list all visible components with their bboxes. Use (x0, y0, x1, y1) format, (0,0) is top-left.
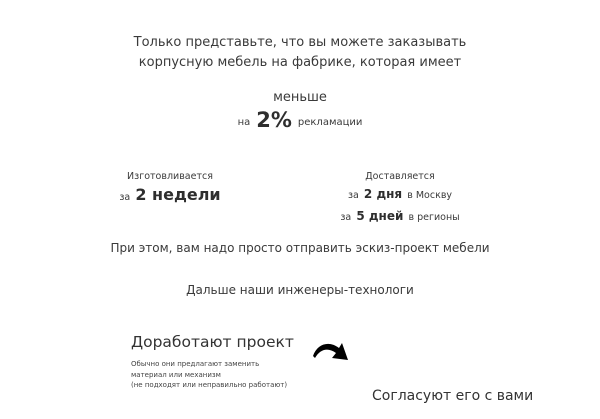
engineers-text: Дальше наши инженеры-технологи (186, 283, 414, 297)
refine-note (131, 359, 287, 391)
delivery-moscow (330, 183, 470, 205)
defect-suffix: рекламации (297, 117, 363, 128)
agree-text: Согласуют его с вами (372, 388, 534, 404)
delivery-moscow-suffix: в Москву (407, 190, 453, 201)
manufacturing-block (110, 170, 230, 204)
defect-prefix: на (237, 117, 251, 128)
less-label: меньше (273, 90, 327, 105)
defect-rate (0, 108, 600, 132)
send-sketch-text: При этом, вам надо просто отправить эскиз-проект мебели (110, 241, 490, 255)
refine-note-line-3: (не подходят или неправильно работают) (131, 381, 288, 389)
delivery-regions-prefix: за (340, 212, 352, 223)
delivery-regions-suffix: в регионы (408, 212, 460, 223)
delivery-moscow-value: 2 дня (363, 187, 403, 201)
delivery-label: Доставляется (365, 171, 435, 182)
manufacturing-label: Изготовливается (127, 171, 213, 182)
intro-text (0, 33, 600, 73)
defect-value: 2% (256, 108, 292, 132)
manufacturing-prefix: за (119, 192, 131, 203)
curved-arrow-right-icon (311, 338, 351, 362)
delivery-moscow-prefix: за (347, 190, 359, 201)
delivery-block (330, 170, 470, 227)
manufacturing-value: 2 недели (135, 185, 221, 204)
refine-note-line-2: материал или механизм (131, 370, 221, 379)
delivery-regions-value: 5 дней (356, 209, 404, 223)
intro-line-2: корпусную мебель на фабрике, которая имеет (138, 55, 462, 70)
delivery-regions (330, 205, 470, 227)
intro-line-1: Только представьте, что вы можете заказывать (133, 35, 467, 50)
manufacturing-time (110, 185, 230, 204)
refine-title: Доработают проект (131, 333, 294, 351)
refine-note-line-1: Обычно они предлагают заменить (131, 360, 260, 368)
